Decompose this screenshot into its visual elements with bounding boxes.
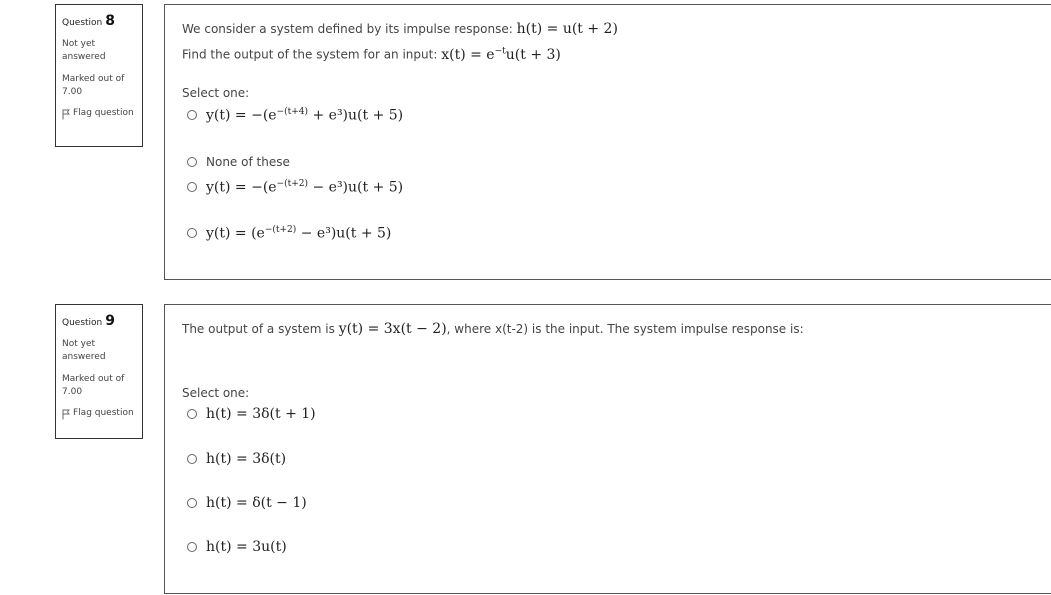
radio-button[interactable] — [187, 498, 197, 508]
question-number-value: 9 — [105, 313, 116, 329]
answer-option[interactable] — [187, 107, 403, 124]
answer-option[interactable] — [187, 225, 391, 242]
question-info-8 — [55, 4, 143, 147]
question-info-9 — [55, 304, 143, 439]
radio-button[interactable] — [187, 228, 197, 238]
option-formula: h(t) = 3δ(t + 1) — [206, 406, 316, 422]
flag-icon — [62, 109, 70, 120]
question-text-line-1 — [182, 21, 618, 37]
option-formula-exponent: −(t+2) — [264, 225, 297, 235]
answer-option[interactable] — [187, 451, 286, 467]
radio-button[interactable] — [187, 157, 197, 167]
select-one-label: Select one: — [182, 386, 250, 400]
answer-option[interactable] — [187, 155, 290, 169]
system-output-formula: y(t) = 3x(t − 2) — [338, 321, 447, 337]
input-formula-exponent: −t — [494, 46, 506, 56]
question-text-suffix: , where x(t-2) is the input. The system impulse response is: — [446, 322, 804, 336]
question-label: Question — [62, 18, 103, 28]
answer-option[interactable] — [187, 539, 287, 555]
radio-button[interactable] — [187, 409, 197, 419]
question-label: Question — [62, 318, 103, 328]
option-formula-tail: + e³)u(t + 5) — [308, 107, 404, 124]
radio-button[interactable] — [187, 110, 197, 120]
question-state: Not yet answered — [62, 39, 106, 62]
option-formula: h(t) = 3u(t) — [206, 539, 287, 555]
option-text: None of these — [206, 155, 290, 169]
flag-question-label: Flag question — [73, 108, 134, 118]
flag-question-label: Flag question — [73, 408, 134, 418]
option-formula — [206, 179, 403, 196]
option-formula-tail: − e³)u(t + 5) — [308, 179, 404, 196]
question-grade: Marked out of 7.00 — [62, 374, 125, 397]
question-number-value: 8 — [105, 13, 116, 29]
answer-option[interactable] — [187, 406, 316, 422]
select-one-label: Select one: — [182, 86, 250, 100]
option-formula-base: y(t) = −(e — [206, 107, 277, 124]
option-formula: h(t) = δ(t − 1) — [206, 495, 307, 511]
option-formula — [206, 225, 391, 242]
option-formula: h(t) = 3δ(t) — [206, 451, 287, 467]
question-content-9 — [164, 304, 1051, 594]
radio-button[interactable] — [187, 454, 197, 464]
flag-icon — [62, 409, 70, 420]
option-formula-exponent: −(t+2) — [276, 179, 309, 189]
answer-option[interactable] — [187, 179, 403, 196]
flag-question-button[interactable] — [62, 407, 137, 420]
option-formula-exponent: −(t+4) — [276, 107, 309, 117]
option-formula-base: y(t) = (e — [206, 225, 265, 242]
radio-button[interactable] — [187, 182, 197, 192]
question-state: Not yet answered — [62, 339, 106, 362]
input-formula-base: x(t) = e — [441, 46, 495, 63]
flag-question-button[interactable] — [62, 107, 137, 120]
input-formula — [441, 47, 561, 63]
question-grade: Marked out of 7.00 — [62, 74, 125, 97]
option-formula-base: y(t) = −(e — [206, 179, 277, 196]
answer-option[interactable] — [187, 495, 307, 511]
question-text-line-1 — [182, 321, 804, 337]
option-formula-tail: − e³)u(t + 5) — [296, 225, 392, 242]
question-text-prefix: Find the output of the system for an input: — [182, 47, 438, 62]
question-number — [62, 13, 137, 29]
question-text-prefix: The output of a system is — [182, 322, 335, 336]
question-text-line-2 — [182, 46, 561, 63]
option-formula — [206, 107, 403, 124]
question-content-8 — [164, 4, 1051, 280]
question-number — [62, 313, 137, 329]
input-formula-tail: u(t + 3) — [505, 46, 561, 63]
impulse-response-formula: h(t) = u(t + 2) — [516, 21, 618, 37]
radio-button[interactable] — [187, 542, 197, 552]
question-text-prefix: We consider a system defined by its impulse response: — [182, 22, 513, 36]
